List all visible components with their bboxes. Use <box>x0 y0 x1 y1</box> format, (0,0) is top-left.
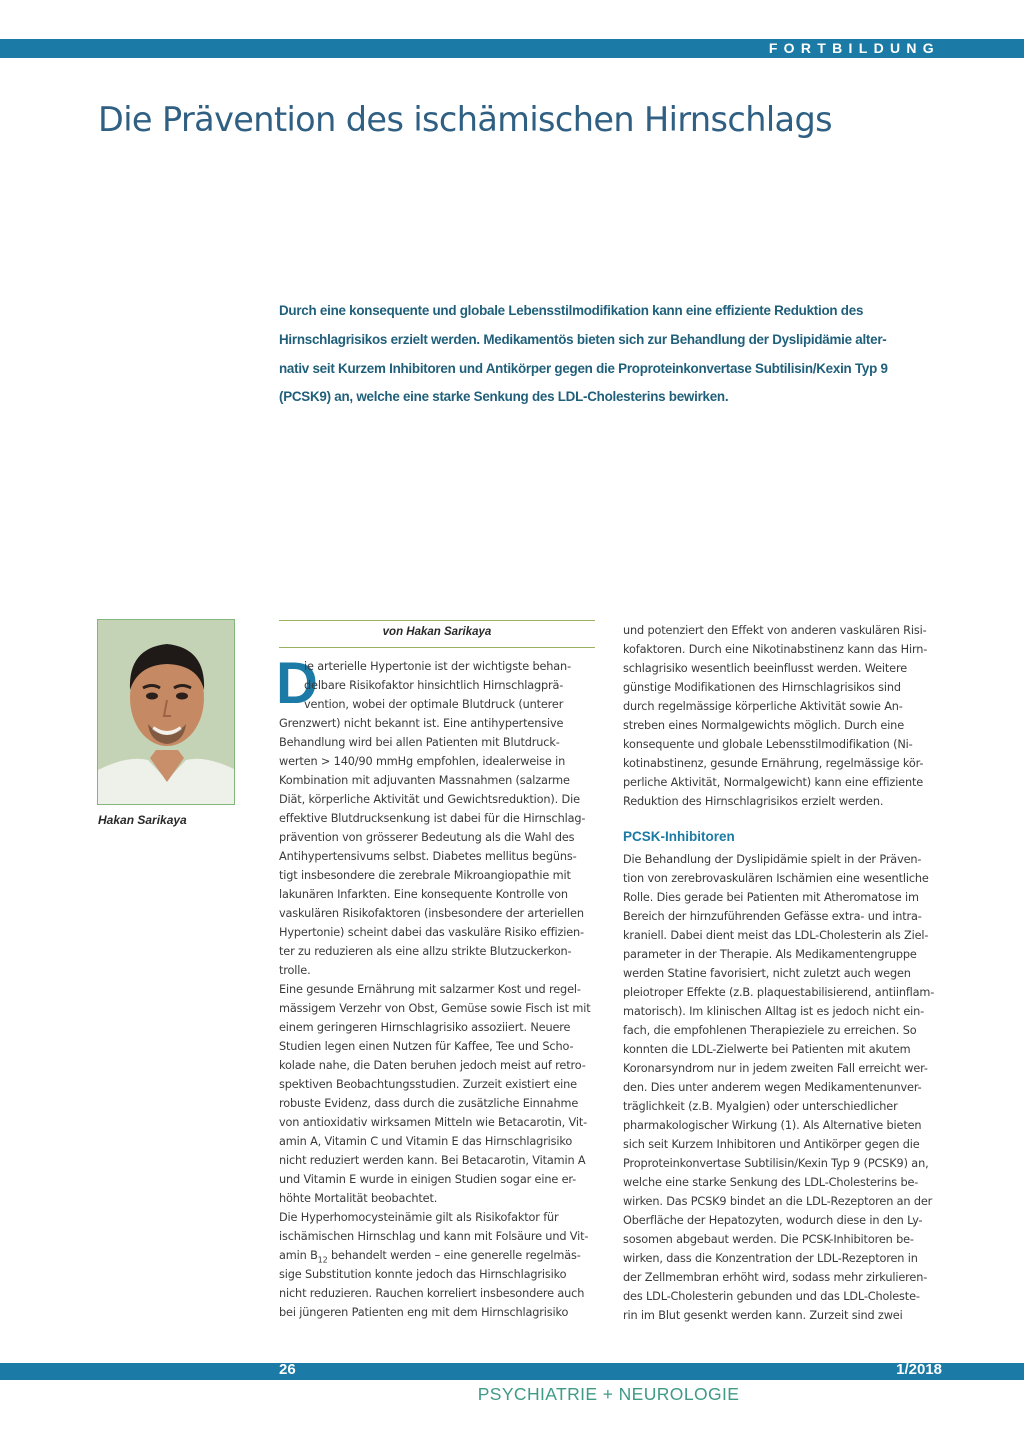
text-line: Die Hyperhomocysteinämie gilt als Risikofaktor für <box>279 1211 559 1224</box>
text-line: werden Statine favorisiert, nicht zuletzt auch wegen <box>623 967 911 980</box>
text-line: prävention von grösserer Bedeutung als die Wahl des <box>279 831 575 844</box>
lead-line: Durch eine konsequente und globale Lebensstilmodifikation kann eine effiziente Reduktion des <box>279 303 864 318</box>
text-line: fach, die empfohlenen Therapieziele zu erreichen. So <box>623 1024 917 1037</box>
right-column-top <box>623 621 943 811</box>
text-line: Reduktion des Hirnschlagrisikos erzielt werden. <box>623 795 884 808</box>
text-line: pleiotroper Effekte (z.B. plaquestabilisierend, antiinflam- <box>623 986 935 999</box>
text-line: nicht reduzieren. Rauchen korreliert insbesondere auch <box>279 1287 585 1300</box>
text-line: kofaktoren. Durch eine Nikotinabstinenz kann das Hirn- <box>623 643 928 656</box>
text-line: Koronarsyndrom nur in jedem zweiten Fall erreicht wer- <box>623 1062 928 1075</box>
text-line: einem geringeren Hirnschlagrisiko assoziiert. Neuere <box>279 1021 571 1034</box>
text-line: kraniell. Dabei dient meist das LDL-Cholesterin als Ziel- <box>623 929 929 942</box>
text-line: vention, wobei der optimale Blutdruck (unterer <box>304 698 564 711</box>
text-line: nicht reduziert werden kann. Bei Betacarotin, Vitamin A <box>279 1154 586 1167</box>
text-line: Eine gesunde Ernährung mit salzarmer Kost und regel- <box>279 983 581 996</box>
text-line: höhte Mortalität beobachtet. <box>279 1192 438 1205</box>
text-line: ter zu reduzieren als eine allzu strikte Blutzuckerkon- <box>279 945 572 958</box>
text-line: Rolle. Dies gerade bei Patienten mit Atheromatose im <box>623 891 919 904</box>
subheading: PCSK-Inhibitoren <box>623 829 735 844</box>
text-line: Grenzwert) nicht bekannt ist. Eine antihypertensive <box>279 717 564 730</box>
text-line: delbare Risikofaktor hinsichtlich Hirnschlagprä- <box>304 679 564 692</box>
text-line: trolle. <box>279 964 311 977</box>
lead-line: (PCSK9) an, welche eine starke Senkung des LDL-Cholesterins bewirken. <box>279 389 729 405</box>
text-line: konsequente und globale Lebensstilmodifikation (Ni- <box>623 738 913 751</box>
byline-rule-bottom <box>279 647 595 648</box>
right-column-bottom <box>623 850 943 1325</box>
text-line: lakunären Infarkten. Eine konsequente Kontrolle von <box>279 888 568 901</box>
photo-caption: Hakan Sarikaya <box>98 813 187 827</box>
dropcap: D <box>276 651 318 716</box>
text-line: wirken. Das PCSK9 bindet an die LDL-Rezeptoren an der <box>623 1195 933 1208</box>
author-photo <box>97 619 235 805</box>
text-line: pharmakologischer Wirkung (1). Als Alternative bieten <box>623 1119 922 1132</box>
left-column <box>279 657 597 1322</box>
text-line: Die Behandlung der Dyslipidämie spielt in der Präven- <box>623 853 922 866</box>
text-line: Behandlung wird bei allen Patienten mit Blutdruck- <box>279 736 560 749</box>
text-line: Antihypertensivums selbst. Diabetes mellitus begüns- <box>279 850 577 863</box>
text-line: von antioxidativ wirksamen Mitteln wie Betacarotin, Vit- <box>279 1116 588 1129</box>
text-line: spektiven Beobachtungsstudien. Zurzeit existiert eine <box>279 1078 577 1091</box>
text-line: mässigem Verzehr von Obst, Gemüse sowie Fisch ist mit <box>279 1002 591 1015</box>
section-label: FORTBILDUNG <box>768 40 940 56</box>
text-line: bei jüngeren Patienten eng mit dem Hirnschlagrisiko <box>279 1306 569 1319</box>
article-lead <box>279 297 943 412</box>
text-line: günstige Modifikationen des Hirnschlagrisikos sind <box>623 681 901 694</box>
text-line: ie arterielle Hypertonie ist der wichtigste behan- <box>304 660 571 673</box>
lead-line: nativ seit Kurzem Inhibitoren und Antikörper gegen die Proproteinkonvertase Subtilisin/Kexin Typ 9 <box>279 360 888 376</box>
text-line: Oberfläche der Hepatozyten, wodurch diese in den Ly- <box>623 1214 923 1227</box>
byline-rule-top <box>279 620 595 621</box>
text-line: robuste Evidenz, dass durch die zusätzliche Einnahme <box>279 1097 579 1110</box>
text-line: träglichkeit (z.B. Myalgien) oder unterschiedlicher <box>623 1100 898 1113</box>
issue-number: 1/2018 <box>896 1361 942 1378</box>
footer-bar <box>0 1363 1024 1380</box>
text-line: der Zellmembran erhöht wird, sodass mehr zirkulieren- <box>623 1271 928 1284</box>
text-line: tigt insbesondere die zerebrale Mikroangiopathie mit <box>279 869 571 882</box>
text-line: den. Dies unter anderem wegen Medikamentenunver- <box>623 1081 922 1094</box>
text-line: sige Substitution konnte jedoch das Hirnschlagrisiko <box>279 1268 567 1281</box>
lead-line: Hirnschlagrisikos erzielt werden. Medikamentös bieten sich zur Behandlung der Dyslipidämie alter- <box>279 331 887 347</box>
text-line: ischämischen Hirnschlag und kann mit Folsäure und Vit- <box>279 1230 589 1243</box>
text-line: und potenziert den Effekt von anderen vaskulären Risi- <box>623 624 927 637</box>
page-number: 26 <box>279 1361 296 1378</box>
text-line: amin $B_{12}$ behandelt werden – eine generelle regelmäs- <box>279 1249 581 1265</box>
byline: von Hakan Sarikaya <box>382 626 492 638</box>
text-line: rin im Blut gesenkt werden kann. Zurzeit sind zwei <box>623 1309 903 1322</box>
text-line: konnten die LDL-Zielwerte bei Patienten mit akutem <box>623 1043 911 1056</box>
article-title: Die Prävention des ischämischen Hirnschlags <box>98 100 832 139</box>
text-line: Diät, körperliche Aktivität und Gewichtsreduktion). Die <box>279 793 580 806</box>
text-line: parameter in der Therapie. Als Medikamentengruppe <box>623 948 917 961</box>
text-line: sich seit Kurzem Inhibitoren und Antikörper gegen die <box>623 1138 920 1151</box>
text-line: Proproteinkonvertase Subtilisin/Kexin Typ 9 (PCSK9) an, <box>623 1157 929 1170</box>
text-line: werten > 140/90 mmHg empfohlen, idealerweise in <box>279 755 566 768</box>
text-line: Kombination mit adjuvanten Massnahmen (salzarme <box>279 774 570 787</box>
text-line: sosomen abgebaut werden. Die PCSK-Inhibitoren be- <box>623 1233 914 1246</box>
text-line: kolade nahe, die Daten beruhen jedoch meist auf retro- <box>279 1059 586 1072</box>
text-line: schlagrisiko wesentlich beeinflusst werden. Weitere <box>623 662 908 675</box>
text-line: streben eines Normalgewichts möglich. Durch eine <box>623 719 904 732</box>
text-line: kotinabstinenz, gesunde Ernährung, regelmässige kör- <box>623 757 924 770</box>
text-line: und Vitamin E wurde in einigen Studien sogar eine er- <box>279 1173 577 1186</box>
text-line: effektive Blutdrucksenkung ist dabei für die Hirnschlag- <box>279 812 586 825</box>
text-line: vaskulären Risikofaktoren (insbesondere der arteriellen <box>279 907 584 920</box>
text-line: wirken, dass die Konzentration der LDL-Rezeptoren in <box>623 1252 918 1265</box>
text-line: durch regelmässige körperliche Aktivität sowie An- <box>623 700 903 713</box>
text-line: perliche Aktivität, Normalgewicht) kann eine effiziente <box>623 776 924 789</box>
text-line: welche eine starke Senkung des LDL-Cholesterins be- <box>623 1176 919 1189</box>
text-line: amin A, Vitamin C und Vitamin E das Hirnschlagrisiko <box>279 1135 573 1148</box>
text-line: tion von zerebrovaskulären Ischämien eine wesentliche <box>623 872 929 885</box>
text-line: Hypertonie) scheint dabei das vaskuläre Risiko effizien- <box>279 926 584 939</box>
text-line: Bereich der hirnzuführenden Gefässe extra- und intra- <box>623 910 922 923</box>
text-line: Studien legen einen Nutzen für Kaffee, Tee und Scho- <box>279 1040 574 1053</box>
text-line: des LDL-Cholesterin gebunden und das LDL-Choleste- <box>623 1290 920 1303</box>
text-line: matorisch). Im klinischen Alltag ist es jedoch nicht ein- <box>623 1005 925 1018</box>
journal-name: PSYCHIATRIE + NEUROLOGIE <box>477 1384 740 1404</box>
